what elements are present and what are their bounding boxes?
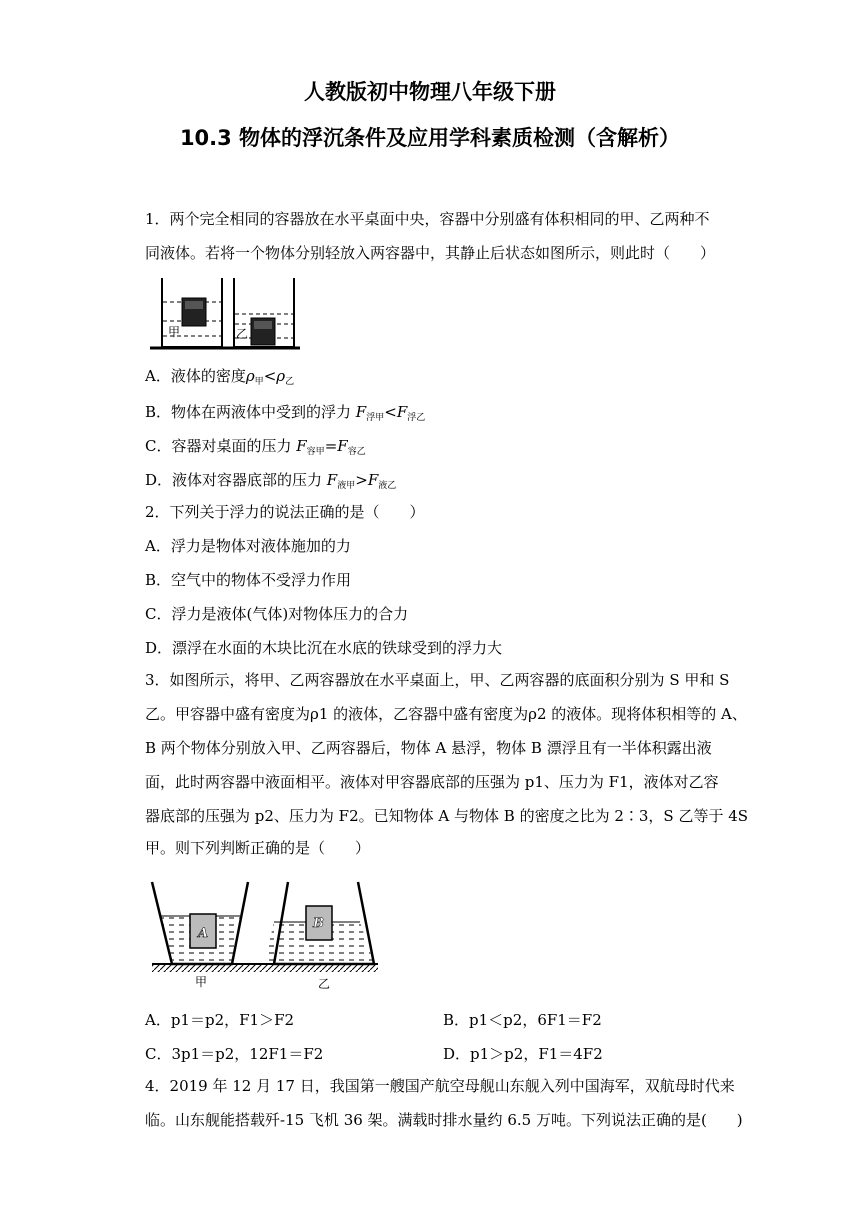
q3-figure [148,880,388,992]
q3-fig-label-a: A [198,926,209,941]
q1-option-d[interactable]: D．液体对容器底部的压力 $F_{液甲}>F_{液乙}$ [145,471,397,491]
q3-option-b[interactable]: B．p1＜p2，6F1＝F2 [443,1011,602,1029]
q2-option-b[interactable]: B．空气中的物体不受浮力作用 [145,571,352,589]
q3-stem-line-4: 面，此时两容器中液面相平。液体对甲容器底部的压强为 p1、压力为 F1，液体对乙容 [145,773,719,791]
q1-stem-line-2: 同液体。若将一个物体分别轻放入两容器中，其静止后状态如图所示，则此时（ ） [145,244,716,262]
q1-option-c[interactable]: C．容器对桌面的压力 $F_{容甲}=F_{容乙}$ [145,437,366,457]
q2-stem: 2．下列关于浮力的说法正确的是（ ） [145,503,425,521]
document-title: 人教版初中物理八年级下册 [304,80,556,104]
q3-option-a[interactable]: A．p1＝p2，F1＞F2 [145,1011,295,1029]
q2-option-c[interactable]: C．浮力是液体(气体)对物体压力的合力 [145,605,409,623]
q3-option-c[interactable]: C．3p1＝p2，12F1＝F2 [145,1045,324,1063]
q2-option-a[interactable]: A．浮力是物体对液体施加的力 [145,537,351,555]
q3-stem-line-5: 器底部的压强为 p2、压力为 F2。已知物体 A 与物体 B 的密度之比为 2∶3，S 乙等于 4S [145,807,749,825]
q1-option-a[interactable]: A．液体的密度$\rho_甲<\rho_乙$ [145,367,295,387]
document-subtitle: 10.3 物体的浮沉条件及应用学科素质检测（含解析） [179,126,681,150]
q1-stem-line-1: 1．两个完全相同的容器放在水平桌面中央，容器中分别盛有体积相同的甲、乙两种不 [145,210,710,228]
q2-option-d[interactable]: D．漂浮在水面的木块比沉在水底的铁球受到的浮力大 [145,639,503,657]
q3-fig-label-b: B [313,916,324,931]
q3-stem-line-1: 3．如图所示，将甲、乙两容器放在水平桌面上，甲、乙两容器的底面积分别为 S 甲和 S [145,671,730,689]
q1-fig-label-right: 乙 [236,327,249,341]
q1-fig-label-left: 甲 [168,325,181,339]
q3-stem-line-3: B 两个物体分别放入甲、乙两容器后，物体 A 悬浮，物体 B 漂浮且有一半体积露出液 [145,739,712,757]
q4-stem-line-1: 4．2019 年 12 月 17 日，我国第一艘国产航空母舰山东舰入列中国海军，双航母时代来 [145,1077,735,1095]
q1-option-b[interactable]: B．物体在两液体中受到的浮力 $F_{浮甲}<F_{浮乙}$ [145,403,426,423]
q4-stem-line-2: 临。山东舰能搭载歼-15 飞机 36 架。满载时排水量约 6.5 万吨。下列说法正确的是( ) [145,1111,743,1129]
q3-option-d[interactable]: D．p1＞p2，F1＝4F2 [443,1045,603,1063]
q3-fig-label-left: 甲 [195,975,208,989]
q3-fig-label-right: 乙 [318,977,331,991]
q3-stem-line-6: 甲。则下列判断正确的是（ ） [145,839,371,857]
q1-figure [150,276,300,352]
q3-stem-line-2: 乙。甲容器中盛有密度为ρ1 的液体，乙容器中盛有密度为ρ2 的液体。现将体积相等的 A、 [145,705,747,723]
